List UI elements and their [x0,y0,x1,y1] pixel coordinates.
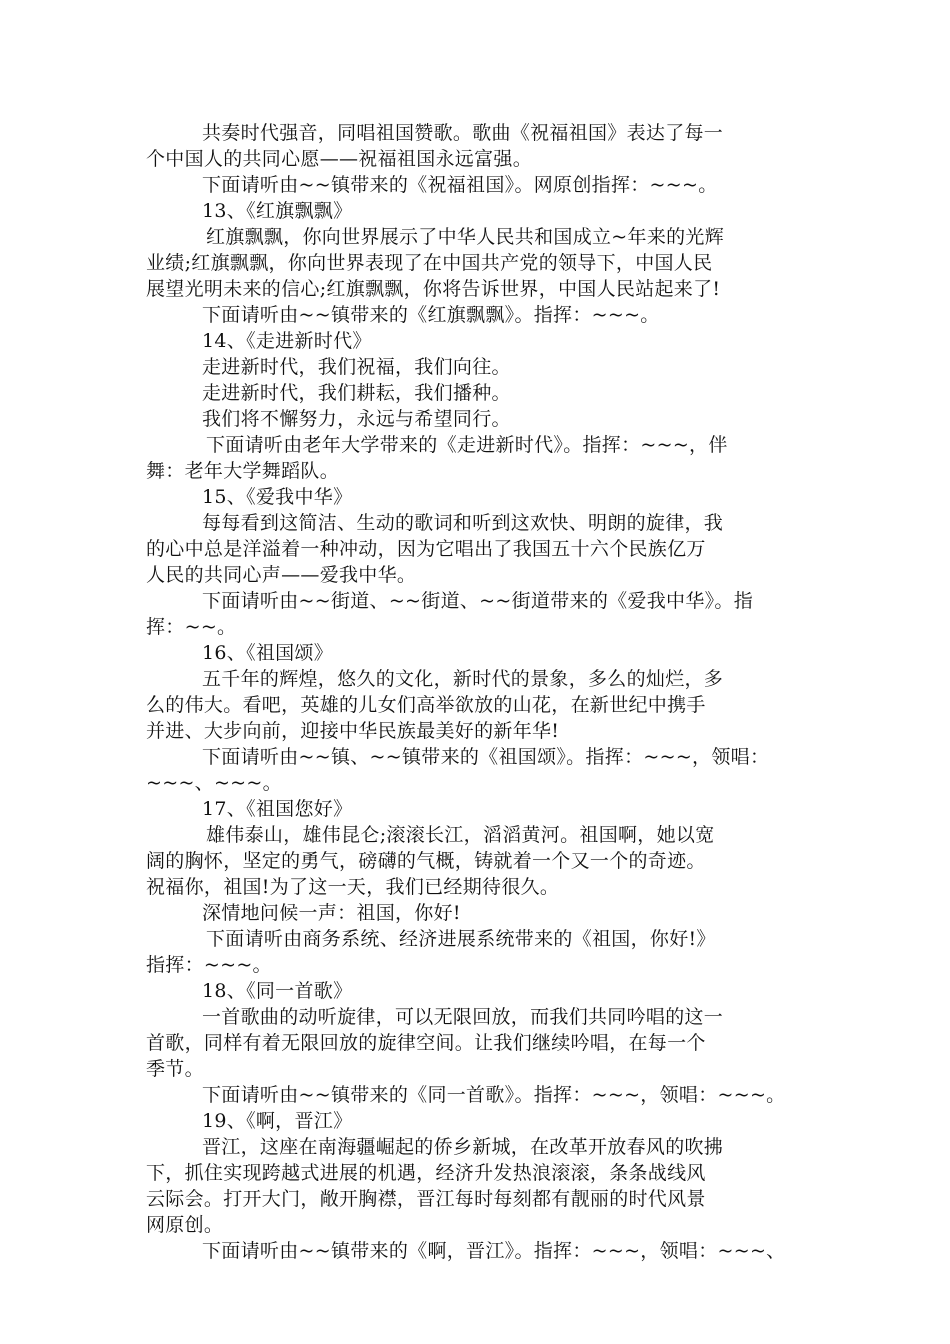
section-heading: 18、《同一首歌》 [202,980,353,1002]
paragraph-line: 人民的共同心声——爱我中华。 [146,564,417,586]
paragraph-line: 下面请听由~~镇带来的《红旗飘飘》。指挥：~~~。 [202,304,660,326]
paragraph-line: 雄伟泰山，雄伟昆仑;滚滚长江，滔滔黄河。祖国啊，她以宽 [206,824,715,846]
section-heading: 15、《爱我中华》 [202,486,353,508]
section-heading: 17、《祖国您好》 [202,798,353,820]
paragraph-line: 么的伟大。看吧，英雄的儿女们高举欲放的山花，在新世纪中携手 [146,694,706,716]
paragraph-line: 下，抓住实现跨越式进展的机遇，经济升发热浪滚滚，条条战线风 [146,1162,706,1184]
paragraph-line: 展望光明未来的信心;红旗飘飘，你将告诉世界，中国人民站起来了! [146,278,721,300]
section-heading: 13、《红旗飘飘》 [202,200,353,222]
paragraph-line: 下面请听由~~镇、~~镇带来的《祖国颂》。指挥：~~~，领唱： [202,746,770,768]
paragraph-line: 阔的胸怀，坚定的勇气，磅礴的气概，铸就着一个又一个的奇迹。 [146,850,706,872]
paragraph-line: 个中国人的共同心愿——祝福祖国永远富强。 [146,148,533,170]
paragraph-line: 祝福你，祖国!为了这一天，我们已经期待很久。 [146,876,560,898]
section-heading: 14、《走进新时代》 [202,330,372,352]
paragraph-line: 一首歌曲的动听旋律，可以无限回放，而我们共同吟唱的这一 [202,1006,724,1028]
paragraph-line: 下面请听由~~街道、~~街道、~~街道带来的《爱我中华》。指 [202,590,754,612]
paragraph-line: 下面请听由~~镇带来的《同一首歌》。指挥：~~~，领唱：~~~。 [202,1084,786,1106]
paragraph-line: 季节。 [146,1058,204,1080]
document-body [146,120,806,1264]
paragraph-line: 走进新时代，我们耕耘，我们播种。 [202,382,511,404]
paragraph-line: 五千年的辉煌，悠久的文化，新时代的景象，多么的灿烂，多 [202,668,724,690]
section-heading: 16、《祖国颂》 [202,642,334,664]
paragraph-line: 指挥：~~~。 [146,954,272,976]
paragraph-line: 网原创。 [146,1214,224,1236]
paragraph-line: 舞：老年大学舞蹈队。 [146,460,340,482]
paragraph-line: 红旗飘飘，你向世界展示了中华人民共和国成立~年来的光辉 [206,226,725,248]
paragraph-line: 共奏时代强音，同唱祖国赞歌。歌曲《祝福祖国》表达了每一 [202,122,724,144]
section-heading: 19、《啊，晋江》 [202,1110,353,1132]
paragraph-line: 我们将不懈努力，永远与希望同行。 [202,408,511,430]
paragraph-line: 下面请听由~~镇带来的《祝福祖国》。网原创指挥：~~~。 [202,174,718,196]
paragraph-line: 深情地问候一声：祖国，你好! [202,902,461,924]
paragraph-line: 业绩;红旗飘飘，你向世界表现了在中国共产党的领导下，中国人民 [146,252,713,274]
paragraph-line: 并进、大步向前，迎接中华民族最美好的新年华! [146,720,560,742]
paragraph-line: 下面请听由老年大学带来的《走进新时代》。指挥：~~~，伴 [206,434,728,456]
paragraph-line: ~~~、~~~。 [146,772,282,794]
paragraph-line: 云际会。打开大门，敞开胸襟，晋江每时每刻都有靓丽的时代风景 [146,1188,706,1210]
paragraph-line: 每每看到这简洁、生动的歌词和听到这欢快、明朗的旋律，我 [202,512,724,534]
paragraph-line: 的心中总是洋溢着一种冲动，因为它唱出了我国五十六个民族亿万 [146,538,706,560]
paragraph-line: 走进新时代，我们祝福，我们向往。 [202,356,511,378]
paragraph-line: 晋江，这座在南海疆崛起的侨乡新城，在改革开放春风的吹拂 [202,1136,724,1158]
paragraph-line: 挥：~~。 [146,616,237,638]
paragraph-line: 下面请听由~~镇带来的《啊，晋江》。指挥：~~~，领唱：~~~、 [202,1240,786,1262]
paragraph-line: 首歌，同样有着无限回放的旋律空间。让我们继续吟唱，在每一个 [146,1032,706,1054]
paragraph-line: 下面请听由商务系统、经济进展系统带来的《祖国，你好!》 [206,928,716,950]
